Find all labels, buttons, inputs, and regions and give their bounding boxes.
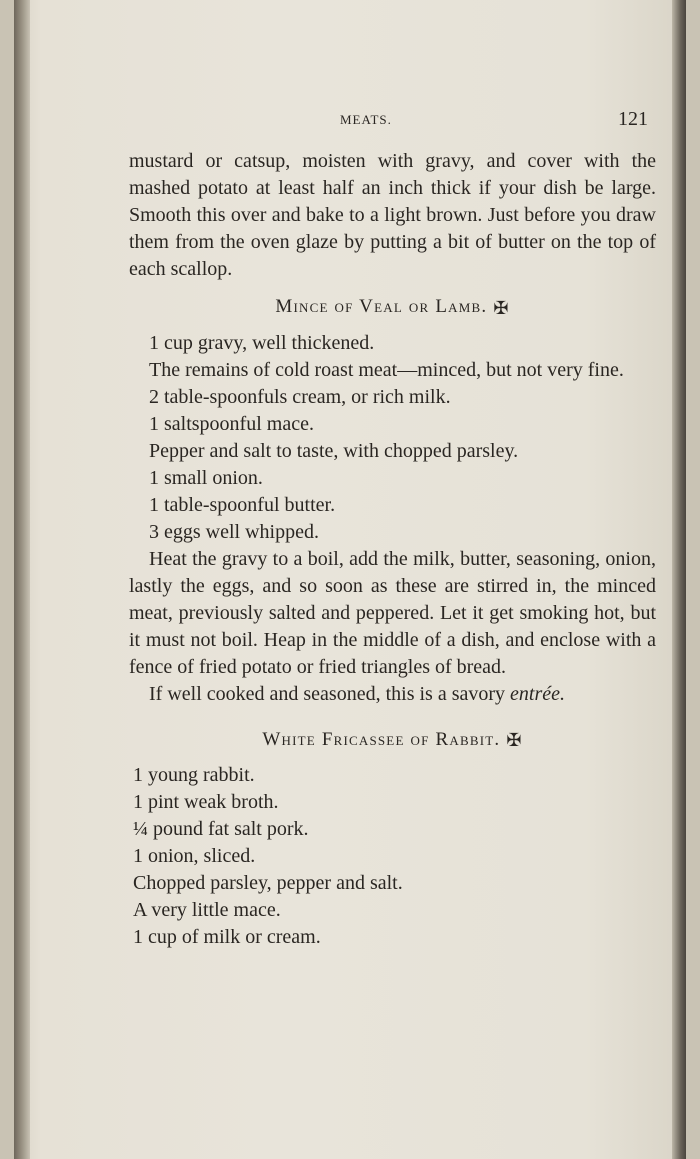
opening-paragraph: mustard or catsup, moisten with gravy, and cover with the mashed potato at least half an inch thick if your dish be large. Smooth this over and bake to a light brown. Just before you draw them from the oven glaze by putting a bit of butter on the top of each scallop. [129, 150, 656, 280]
ingredient-item: 1 young rabbit. [133, 764, 255, 787]
ingredient-item: 1 table-spoonful butter. [149, 493, 336, 516]
book-spine [14, 0, 30, 1159]
ingredient-item: 1 cup of milk or cream. [133, 926, 321, 949]
recipe-title-mince-of-veal [129, 293, 656, 322]
ingredient-item: 1 onion, sliced. [133, 845, 256, 868]
ingredient-item: Pepper and salt to taste, with chopped parsley. [149, 439, 519, 462]
serving-note-text: If well cooked and seasoned, this is a savory [149, 682, 506, 705]
cross-icon: ✠ [493, 297, 510, 318]
method-paragraph: Heat the gravy to a boil, add the milk, butter, seasoning, onion, lastly the eggs, and so soon as these are stirred in, the minced meat, previously salted and peppered. Let it get smoking hot, but it must not boil. Heap in the middle of a dish, and enclose with a fence of fried potato or fried triangles of bread. [129, 547, 656, 678]
ingredient-item: 1 small onion. [149, 466, 263, 489]
cross-icon: ✠ [506, 730, 523, 751]
ingredient-item: A very little mace. [133, 899, 281, 922]
serving-note [129, 681, 656, 708]
ingredient-item: 1 pint weak broth. [133, 791, 279, 814]
ingredient-item: The remains of cold roast meat—minced, but not very fine. [149, 358, 624, 381]
ingredient-item: 1 cup gravy, well thickened. [149, 331, 375, 354]
page-body [129, 148, 656, 951]
page-header [0, 108, 700, 138]
ingredient-list [129, 762, 656, 951]
ingredient-item: Chopped parsley, pepper and salt. [133, 872, 403, 895]
recipe-title-text: White Fricassee of Rabbit. [262, 728, 501, 750]
ingredient-item: 1 saltspoonful mace. [149, 412, 314, 435]
running-head: MEATS. [340, 112, 392, 127]
recipe-title-text: Mince of Veal or Lamb. [275, 296, 488, 317]
page-edge [672, 0, 686, 1159]
ingredient-item: ¼ pound fat salt pork. [133, 818, 309, 841]
page-number: 121 [618, 108, 648, 130]
ingredient-item: 2 table-spoonfuls cream, or rich milk. [149, 385, 451, 408]
recipe-title-white-fricassee [129, 726, 656, 755]
ingredient-list [129, 330, 656, 546]
serving-note-italic: entrée. [510, 682, 565, 705]
ingredient-item: 3 eggs well whipped. [149, 520, 319, 543]
